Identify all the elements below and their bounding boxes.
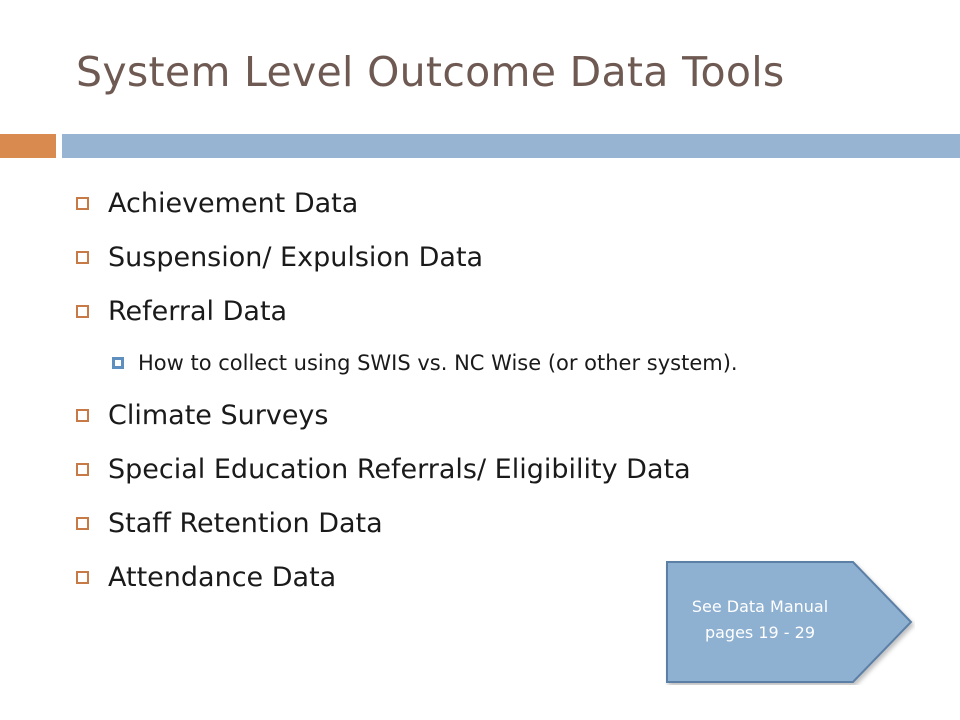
bullet-text: Attendance Data (108, 561, 337, 593)
square-bullet-icon (76, 463, 89, 476)
sub-bullet-item (112, 338, 836, 388)
filled-square-bullet-icon (112, 357, 124, 369)
square-bullet-icon (76, 409, 89, 422)
bullet-list (76, 176, 836, 604)
bullet-item (76, 176, 836, 230)
data-manual-callout (665, 560, 915, 685)
bullet-text: Special Education Referrals/ Eligibility Data (108, 453, 691, 485)
callout-line-2: pages 19 - 29 (704, 623, 816, 642)
bullet-item (76, 496, 836, 550)
bullet-item (76, 388, 836, 442)
accent-band-blue (62, 134, 960, 158)
bullet-text: Suspension/ Expulsion Data (108, 241, 484, 273)
bullet-text: Staff Retention Data (108, 507, 383, 539)
bullet-item (76, 442, 836, 496)
bullet-text: Climate Surveys (108, 399, 329, 431)
sub-bullet-text: How to collect using SWIS vs. NC Wise (or other system). (138, 351, 738, 375)
square-bullet-icon (76, 197, 89, 210)
square-bullet-icon (76, 571, 89, 584)
callout-line-1: See Data Manual (691, 597, 829, 616)
accent-band-orange (0, 134, 56, 158)
bullet-text: Referral Data (108, 295, 288, 327)
slide-title: System Level Outcome Data Tools (76, 48, 785, 96)
callout-text (665, 594, 855, 646)
square-bullet-icon (76, 517, 89, 530)
square-bullet-icon (76, 305, 89, 318)
bullet-item (76, 284, 836, 338)
bullet-item (76, 230, 836, 284)
square-bullet-icon (76, 251, 89, 264)
bullet-text: Achievement Data (108, 187, 359, 219)
